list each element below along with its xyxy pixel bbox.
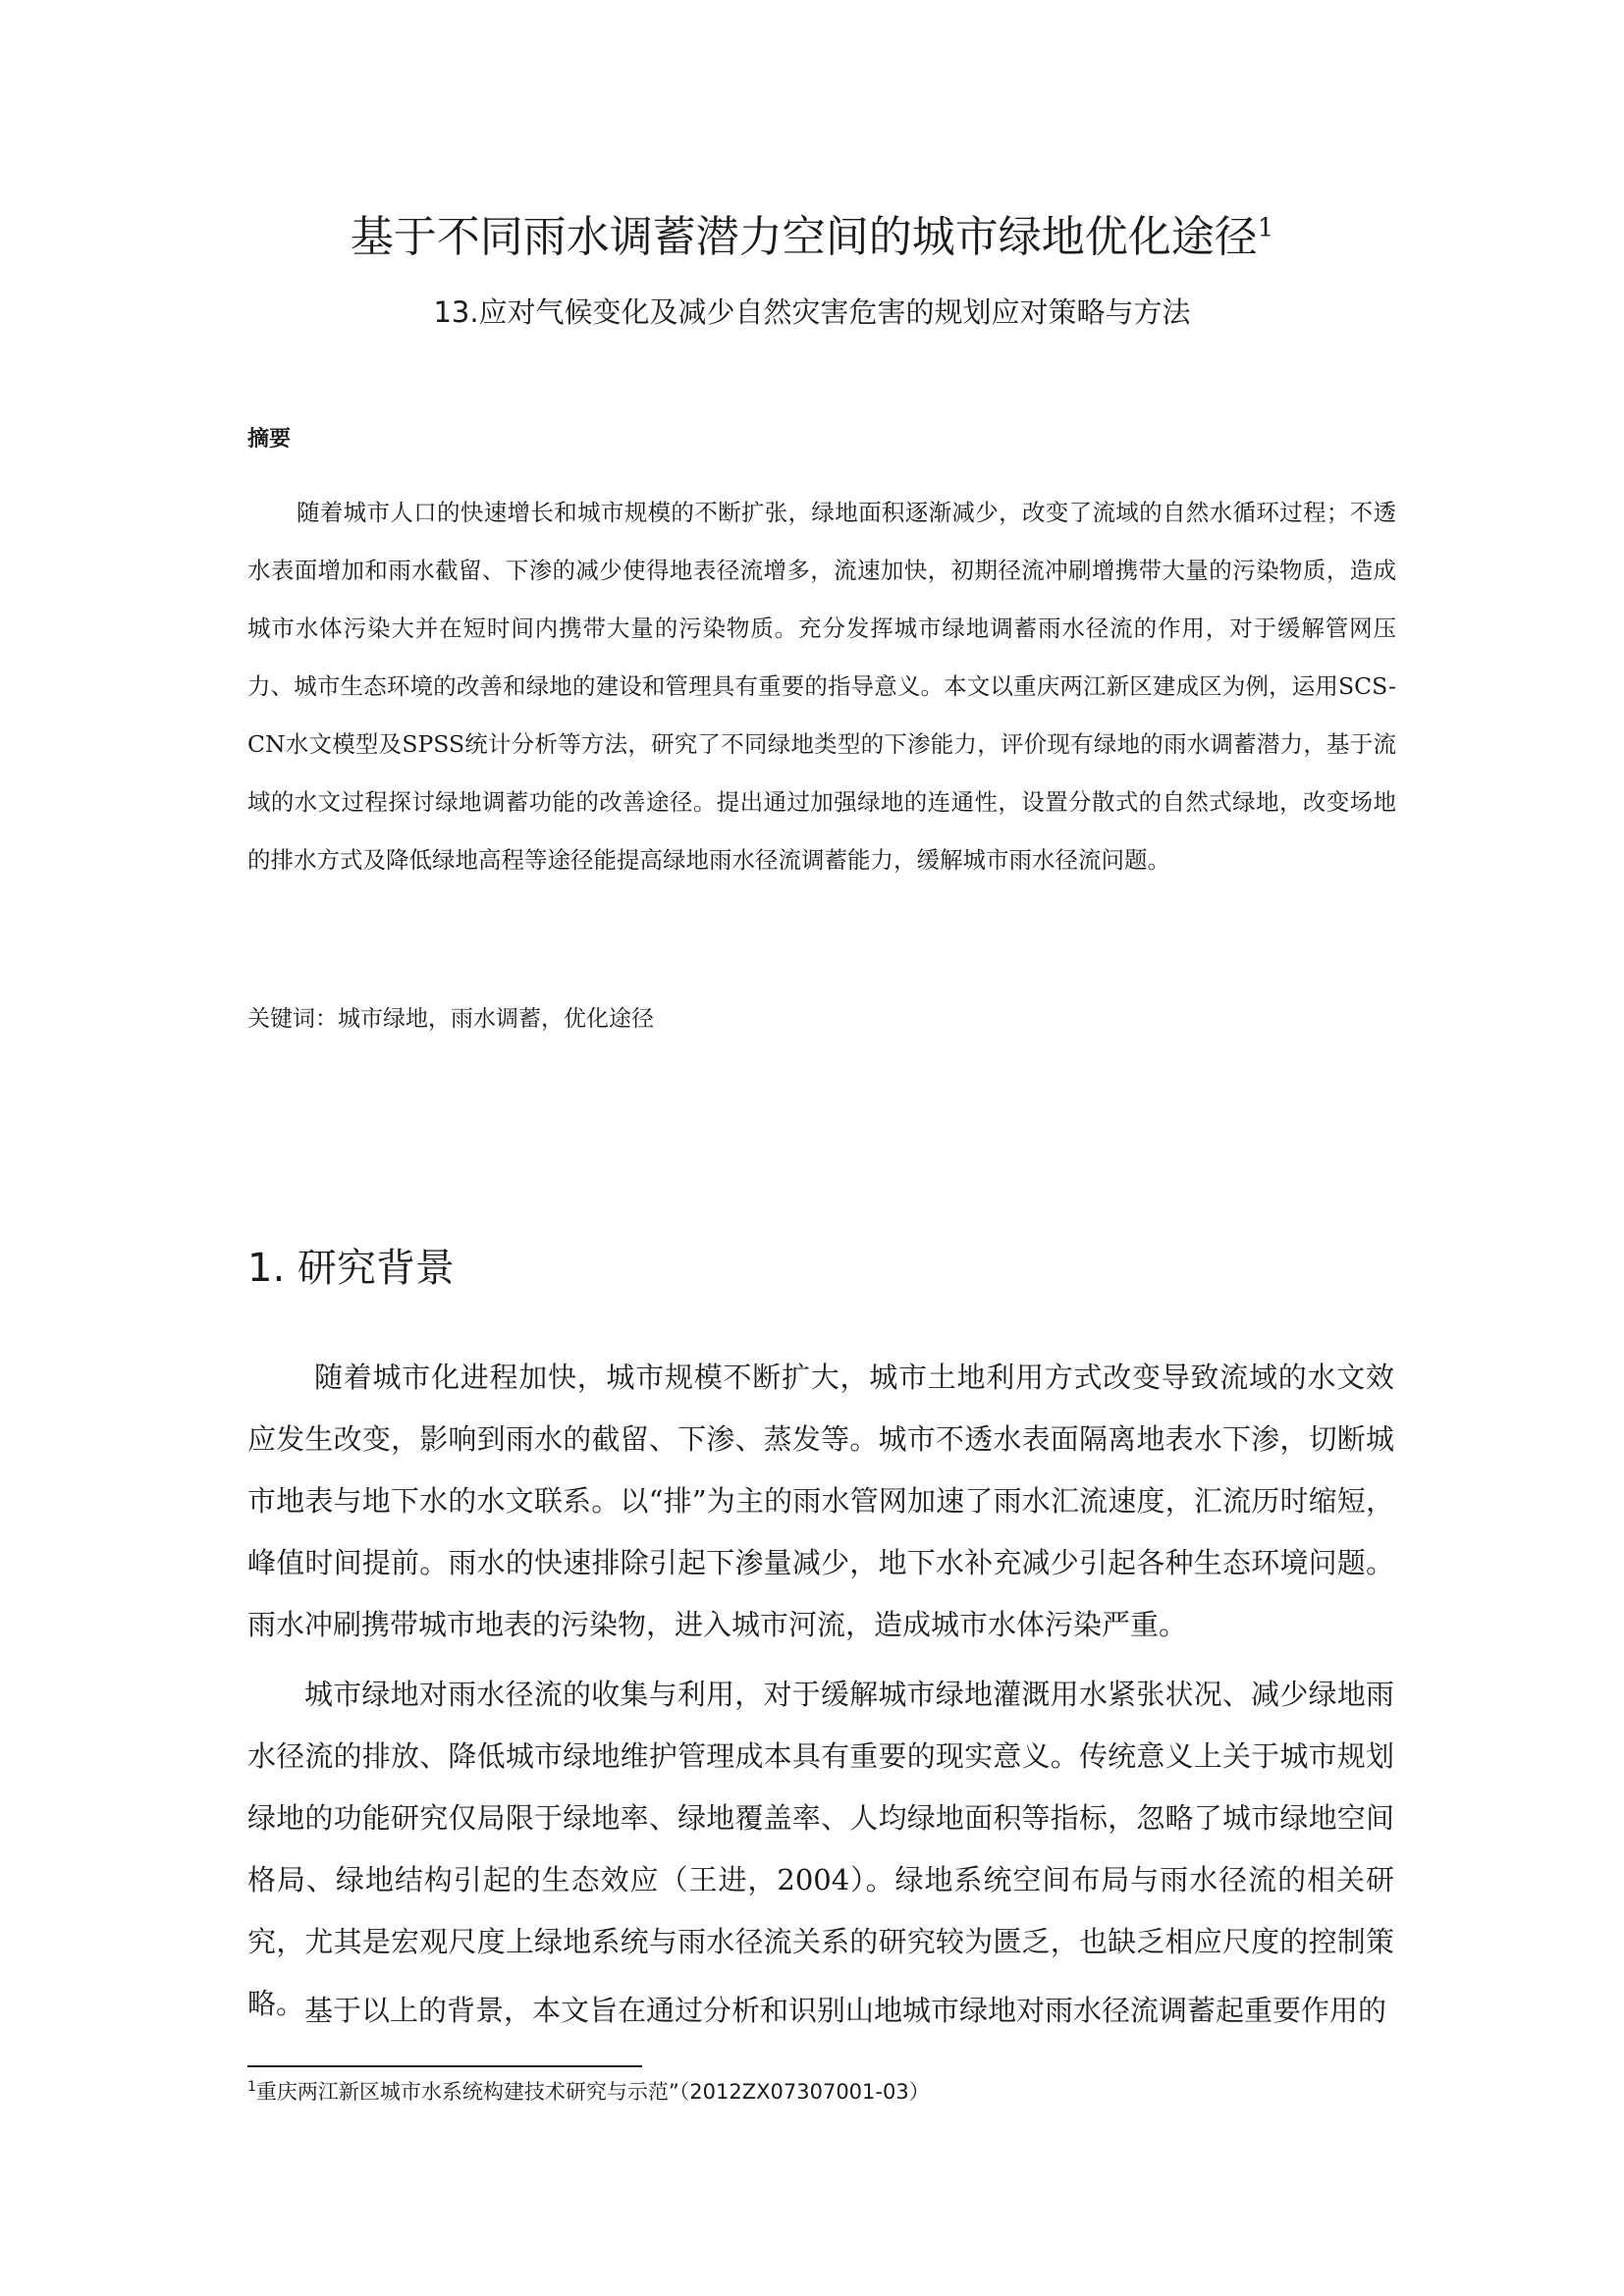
footnote-text: 重庆两江新区城市水系统构建技术研究与示范”（2012ZX07307001-03）: [255, 2080, 930, 2104]
paper-title: [0, 208, 1624, 267]
body-paragraph-2: 城市绿地对雨水径流的收集与利用，对于缓解城市绿地灌溉用水紧张状况、减少绿地雨水径流的排放、降低城市绿地维护管理成本具有重要的现实意义。传统意义上关于城市规划绿地的功能研究仅局限于绿地率、绿地覆盖率、人均绿地面积等指标，忽略了城市绿地空间格局、绿地结构引起的生态效应（王进，2004）。绿地系统空间布局与雨水径流的相关研究，尤其是宏观尺度上绿地系统与雨水径流关系的研究较为匮乏，也缺乏相应尺度的控制策略。: [247, 1678, 1394, 2020]
abstract-heading: 摘要: [247, 427, 292, 452]
section-heading: 1. 研究背景: [247, 1246, 455, 1291]
footnote: [247, 2077, 930, 2107]
paper-subtitle: 13.应对气候变化及减少自然灾害危害的规划应对策略与方法: [433, 295, 1191, 329]
keywords: 关键词：城市绿地，雨水调蓄，优化途径: [247, 1006, 654, 1032]
title-footnote-mark: 1: [1257, 213, 1274, 243]
body-paragraph-3: 基于以上的背景，本文旨在通过分析和识别山地城市绿地对雨水径流调蓄起重要作用的: [304, 1994, 1387, 2027]
paper-title-text: 基于不同雨水调蓄潜力空间的城市绿地优化途径: [350, 212, 1258, 262]
abstract-text: 随着城市人口的快速增长和城市规模的不断扩张，绿地面积逐渐减少，改变了流域的自然水循环过程；不透水表面增加和雨水截留、下渗的减少使得地表径流增多，流速加快，初期径流冲刷增携带大量的污染物质，造成城市水体污染大并在短时间内携带大量的污染物质。充分发挥城市绿地调蓄雨水径流的作用，对于缓解管网压力、城市生态环境的改善和绿地的建设和管理具有重要的指导意义。本文以重庆两江新区建成区为例，运用SCS-CN水文模型及SPSS统计分析等方法，研究了不同绿地类型的下渗能力，评价现有绿地的雨水调蓄潜力，基于流域的水文过程探讨绿地调蓄功能的改善途径。提出通过加强绿地的连通性，设置分散式的自然式绿地，改变场地的排水方式及降低绿地高程等途径能提高绿地雨水径流调蓄能力，缓解城市雨水径流问题。: [247, 499, 1396, 874]
footnote-divider: [247, 2065, 642, 2067]
footnote-mark: 1: [247, 2079, 256, 2095]
body-paragraph-1: 随着城市化进程加快，城市规模不断扩大，城市土地利用方式改变导致流域的水文效应发生改变，影响到雨水的截留、下渗、蒸发等。城市不透水表面隔离地表水下渗，切断城市地表与地下水的水文联系。以“排”为主的雨水管网加速了雨水汇流速度，汇流历时缩短，峰值时间提前。雨水的快速排除引起下渗量减少，地下水补充减少引起各种生态环境问题。雨水冲刷携带城市地表的污染物，进入城市河流，造成城市水体污染严重。: [247, 1361, 1394, 1641]
